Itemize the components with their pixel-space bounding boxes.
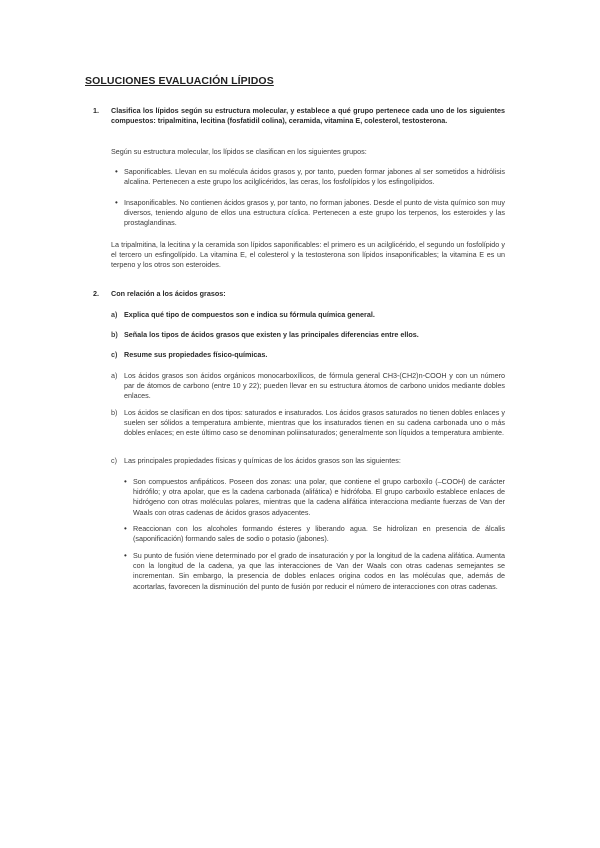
bullet-icon: • [124, 551, 127, 560]
bullet-icon: • [124, 524, 127, 533]
subquestion-b-label: b) [111, 330, 118, 339]
bullet-icon: • [115, 198, 118, 207]
question-1-number: 1. [93, 106, 99, 115]
subquestion-b-text: Señala los tipos de ácidos grasos que existen y las principales diferencias entre ellos. [124, 330, 419, 339]
answer-a-text: Los ácidos grasos son ácidos orgánicos monocarboxílicos, de fórmula general CH3-(CH2)n-COOH y con un número par de átomos de carbono (entre 10 y 22); pueden llevar en su estructura átomos de carbono unidos mediante dobles enlaces. [124, 371, 505, 401]
question-1-text: Clasifica los lípidos según su estructura molecular, y establece a qué grupo pertenece cada uno de los siguientes compuestos: tripalmitina, lecitina (fosfatidil colina), ceramida, vitamina E, colesterol, testosterona. [111, 106, 505, 126]
subquestion-c-label: c) [111, 350, 118, 359]
answer-c-label: c) [111, 456, 117, 465]
bullet-icon: • [124, 477, 127, 486]
page-title: SOLUCIONES EVALUACIÓN LÍPIDOS [85, 75, 274, 87]
answer-c-text: Las principales propiedades físicas y químicas de los ácidos grasos son las siguientes: [124, 456, 401, 465]
subquestion-a-label: a) [111, 310, 118, 319]
question-1-answer: La tripalmitina, la lecitina y la ceramida son lípidos saponificables: el primero es un acilglicérido, el segundo un fosfolípido y el tercero un esfingolípido. La vitamina E, el colesterol y la testosterona son lípidos insaponificables; la vitamina E es un terpeno y los otros son esteroides. [111, 240, 505, 270]
answer-b-label: b) [111, 408, 118, 417]
subquestion-a-text: Explica qué tipo de compuestos son e indica su fórmula química general. [124, 310, 375, 319]
question-1-bullet-insaponificables: Insaponificables. No contienen ácidos grasos y, por tanto, no forman jabones. Desde el punto de vista químico son muy diversos, teniendo alguno de ellos una estructura cíclica. Pertenecen a este grupo los terpenos, los esteroides y las prostaglandinas. [124, 198, 505, 228]
property-bullet-esteres: Reaccionan con los alcoholes formando ésteres y liberando agua. Se hidrolizan en presencia de álcalis (saponificación) formando sales de sodio o potasio (jabones). [133, 524, 505, 544]
question-2-number: 2. [93, 289, 99, 298]
answer-a-label: a) [111, 371, 118, 380]
subquestion-c-text: Resume sus propiedades físico-químicas. [124, 350, 268, 359]
property-bullet-anfipaticos: Son compuestos anfipáticos. Poseen dos zonas: una polar, que contiene el grupo carboxilo (–COOH) de carácter hidrófilo; y otra apolar, que es la cadena carbonada (alifática) e hidrófoba. El grupo carboxilo establece enlaces de hidrógeno con otras moléculas polares, mientras que la cadena alifática interacciona mediante fuerzas de Van der Waals con otras cadenas de ácidos grasos adyacentes. [133, 477, 505, 517]
question-2-text: Con relación a los ácidos grasos: [111, 289, 226, 298]
question-1-bullet-saponificables: Saponificables. Llevan en su molécula ácidos grasos y, por tanto, pueden formar jabones al ser sometidos a hidrólisis alcalina. Pertenecen a este grupo los acilglicéridos, las ceras, los fosfolípidos y los esfingolípidos. [124, 167, 505, 187]
answer-b-text: Los ácidos se clasifican en dos tipos: saturados e insaturados. Los ácidos grasos saturados no tienen dobles enlaces y suelen ser sólidos a temperatura ambiente, mientras que los insaturados tienen en su cadena carbonada uno o más dobles enlaces; en este último caso se denominan poliinsaturados; generalmente son líquidos a temperatura ambiente. [124, 408, 505, 438]
bullet-icon: • [115, 167, 118, 176]
property-bullet-punto-fusion: Su punto de fusión viene determinado por el grado de insaturación y por la longitud de la cadena alifática. Aumenta con la longitud de la cadena, ya que las interacciones de Van der Waals con otras cadenas semejantes se incrementan. Sin embargo, la presencia de dobles enlaces origina codos en las moléculas que, además de acortarlas, favorecen la disminución del punto de fusión por reducir el número de interacciones con otras cadenas. [133, 551, 505, 591]
question-1-intro: Según su estructura molecular, los lípidos se clasifican en los siguientes grupos: [111, 147, 367, 156]
